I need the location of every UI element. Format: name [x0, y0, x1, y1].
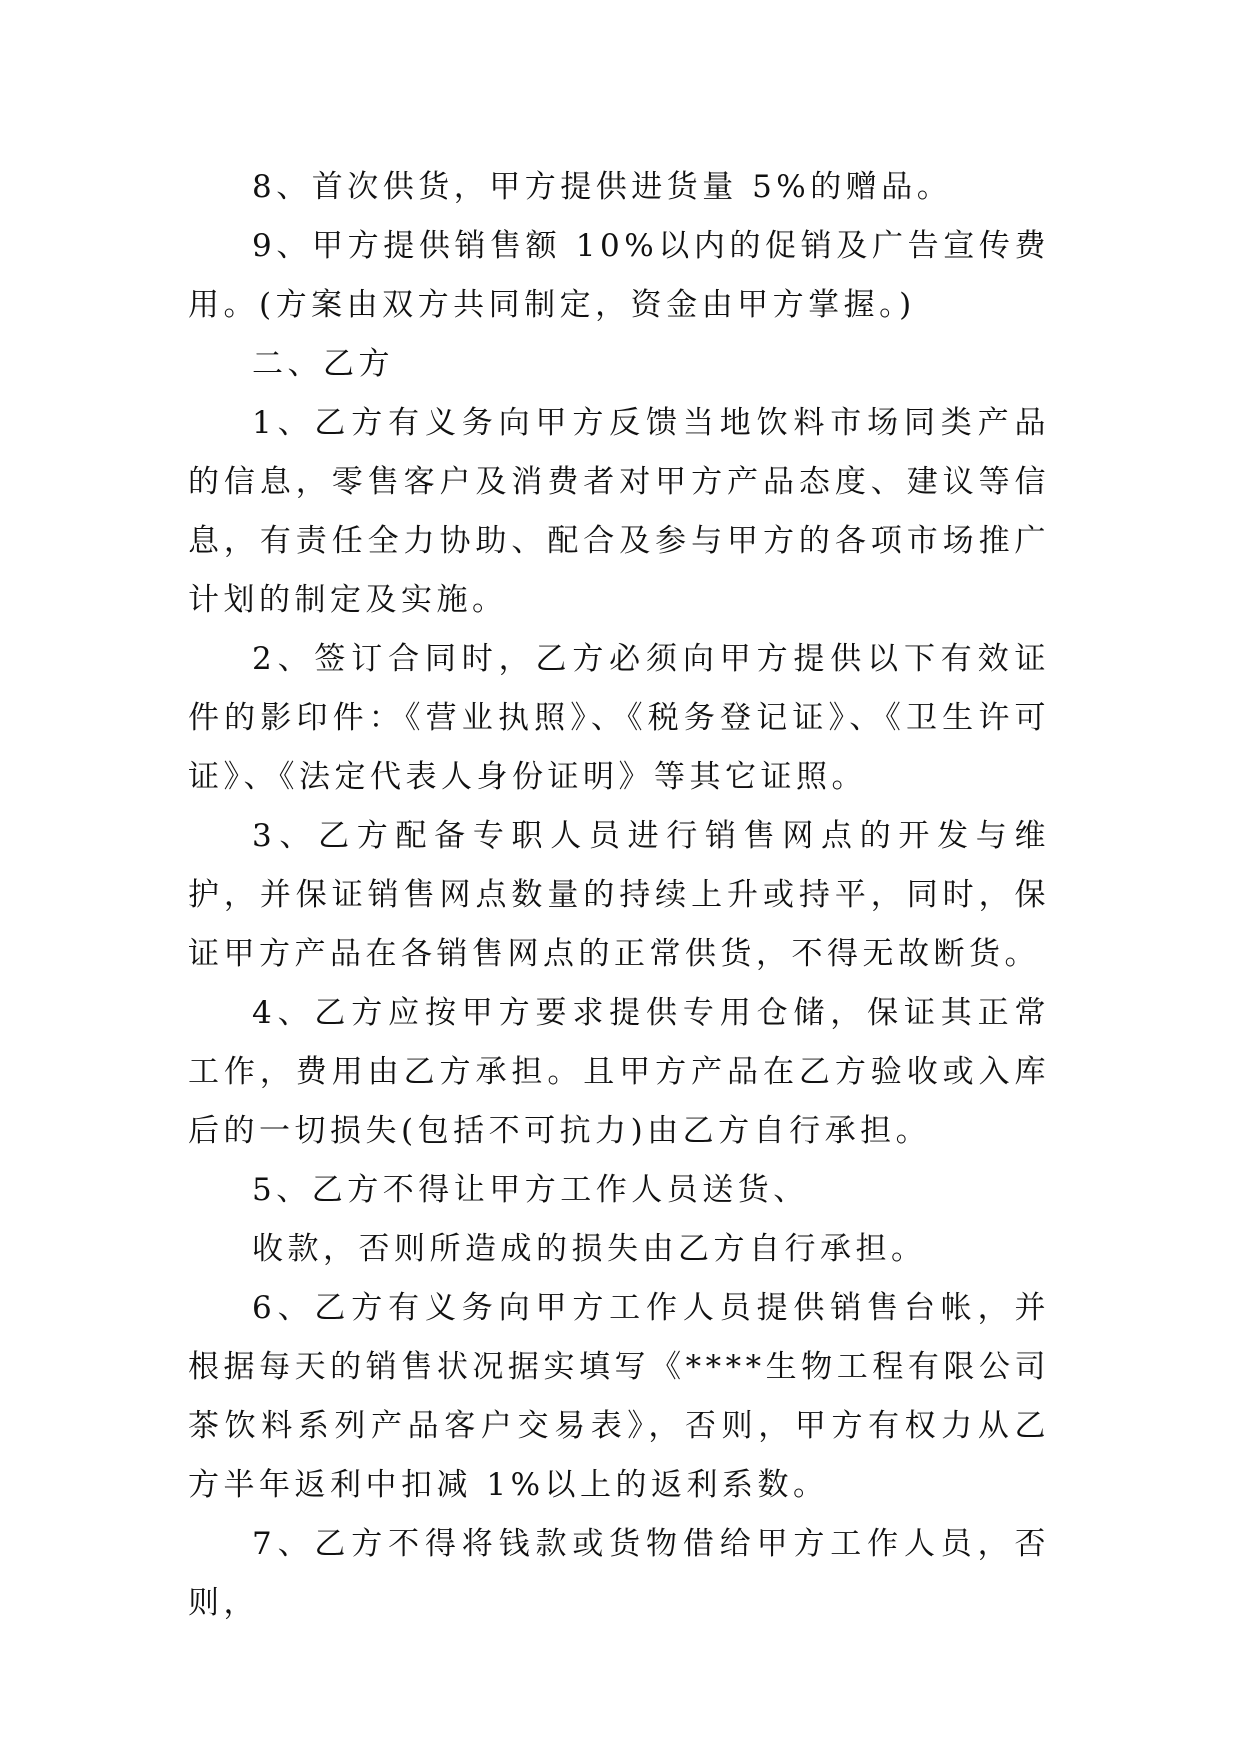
document-body: [188, 158, 1050, 1633]
clause-a8-first-supply-gift: 8、首次供货，甲方提供进货量 5%的赠品。: [252, 169, 953, 205]
clause-b3-sales-network: 3、乙方配备专职人员进行销售网点的开发与维护，并保证销售网点数量的持续上升或持平，同时，保证甲方产品在各销售网点的正常供货，不得无故断货。: [188, 818, 1050, 972]
clause-b1-market-feedback: 1、乙方有义务向甲方反馈当地饮料市场同类产品的信息，零售客户及消费者对甲方产品态度、建议等信息，有责任全力协助、配合及参与甲方的各项市场推广计划的制定及实施。: [188, 405, 1050, 618]
section-heading-party-b: 二、乙方: [252, 346, 394, 382]
clause-a9-promotion-fee: 9、甲方提供销售额 10%以内的促销及广告宣传费用。(方案由双方共同制定，资金由甲方掌握。): [188, 228, 1050, 323]
clause-b6-sales-ledger: 6、乙方有义务向甲方工作人员提供销售台帐，并根据每天的销售状况据实填写《****生物工程有限公司茶饮料系列产品客户交易表》，否则，甲方有权力从乙方半年返利中扣减 1%以上的返利系数。: [188, 1290, 1050, 1503]
clause-b5-delivery: 5、乙方不得让甲方工作人员送货、: [252, 1172, 809, 1208]
clause-b5-delivery-continued: 收款，否则所造成的损失由乙方自行承担。: [252, 1231, 927, 1267]
clause-b2-certificates: 2、签订合同时，乙方必须向甲方提供以下有效证件的影印件：《营业执照》、《税务登记证》、《卫生许可证》、《法定代表人身份证明》等其它证照。: [188, 641, 1050, 795]
clause-b7-lending: 7、乙方不得将钱款或货物借给甲方工作人员，否则，: [188, 1526, 1050, 1621]
clause-b4-storage: 4、乙方应按甲方要求提供专用仓储，保证其正常工作，费用由乙方承担。且甲方产品在乙方验收或入库后的一切损失(包括不可抗力)由乙方自行承担。: [188, 995, 1050, 1149]
